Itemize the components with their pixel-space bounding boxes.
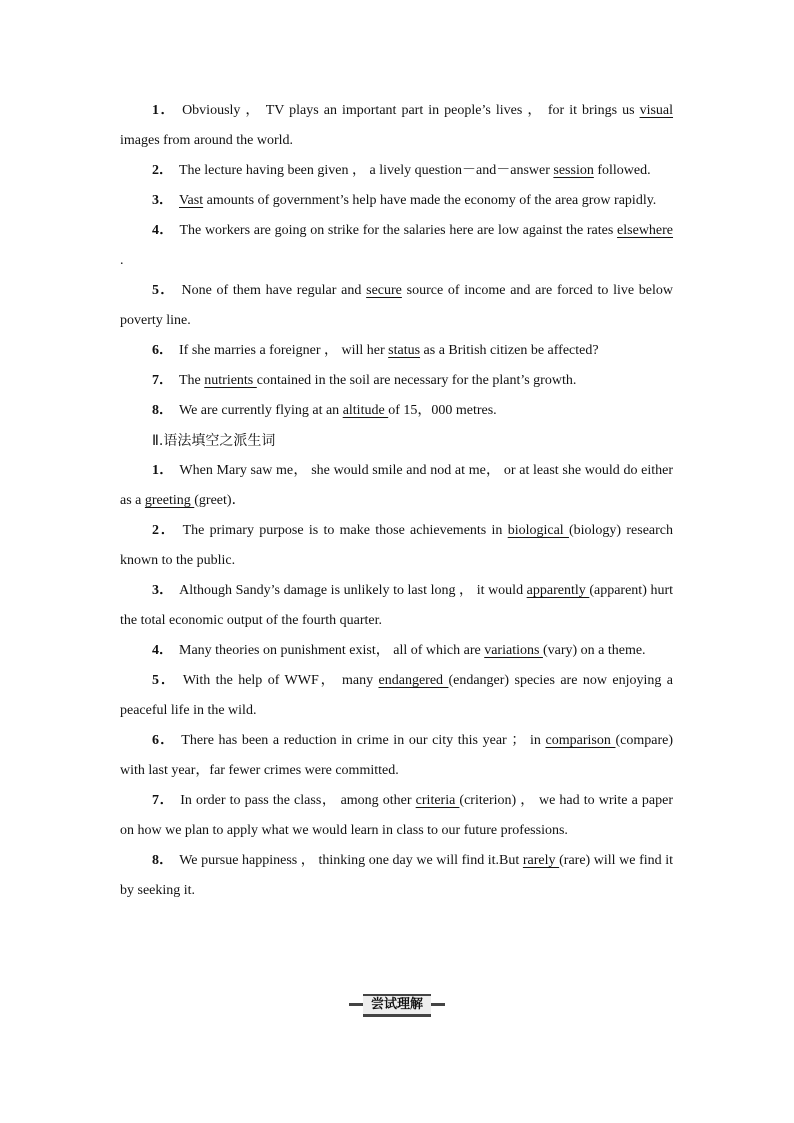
item-text: as a British citizen be affected? (420, 343, 599, 358)
banner-label: 尝试理解 (363, 994, 431, 1017)
answer-word: comparison (545, 733, 616, 748)
answer-word: Vast (179, 193, 204, 208)
item-number: 6． (152, 343, 173, 358)
sentence-item (120, 96, 673, 156)
item-text: With the help of WWF， many (182, 673, 379, 688)
section-heading: Ⅱ.语法填空之派生词 (152, 433, 276, 449)
item-text: The (179, 373, 205, 388)
item-text: source of income and are forced to live below poverty line. (120, 283, 674, 328)
item-number: 3． (152, 193, 173, 208)
answer-word: criteria (415, 793, 460, 808)
item-text: (vary) on a theme. (542, 643, 646, 658)
item-text: images from around the world. (120, 133, 294, 148)
item-text: Although Sandy’s damage is unlikely to last long ， it would (179, 583, 527, 598)
sentence-item (120, 516, 673, 576)
item-text: (endanger) species are now enjoying a peaceful life in the wild. (120, 673, 673, 718)
item-text: (rare) will we find it by seeking it. (120, 853, 673, 898)
answer-word: elsewhere (617, 223, 674, 238)
item-text: . (120, 253, 124, 268)
sentence-item (120, 726, 673, 786)
item-text: None of them have regular and (181, 283, 367, 298)
answer-word: session (553, 163, 594, 178)
item-text: Many theories on punishment exist， all of which are (179, 643, 485, 658)
item-text: We pursue happiness ， thinking one day we will find it.But (179, 853, 523, 868)
sentence-item (120, 156, 673, 186)
sentence-item (120, 186, 673, 216)
item-number: 2． (152, 163, 173, 178)
sentence-item (120, 576, 673, 636)
vocabulary-section (120, 96, 673, 426)
item-text: (compare) with last year，far fewer crimes were committed. (120, 733, 674, 778)
sentence-item (120, 846, 673, 906)
exercise-content (120, 96, 673, 906)
item-text: (apparent) hurt the total economic output of the fourth quarter. (120, 583, 673, 628)
item-text: of 15，000 metres. (388, 403, 497, 418)
item-number: 4． (152, 643, 173, 658)
item-text: There has been a reduction in crime in our city this year ； in (181, 733, 546, 748)
item-text: amounts of government’s help have made the economy of the area grow rapidly. (203, 193, 657, 208)
item-number: 5． (152, 283, 176, 298)
item-text: followed. (593, 163, 651, 178)
answer-word: variations (484, 643, 543, 658)
sentence-item (120, 216, 673, 276)
derivatives-section (120, 456, 673, 906)
answer-word: visual (639, 103, 674, 118)
answer-word: apparently (526, 583, 590, 598)
answer-word: secure (366, 283, 402, 298)
item-number: 6． (152, 733, 176, 748)
item-text: (greet)． (194, 493, 246, 508)
item-text: The lecture having been given ， a lively question－and－answer (179, 163, 554, 178)
sentence-item (120, 636, 673, 666)
sentence-item (120, 666, 673, 726)
item-text: If she marries a foreigner ， will her (179, 343, 389, 358)
item-text: When Mary saw me， she would smile and nod at me， or at least she would do either as a (120, 463, 674, 508)
sentence-item (120, 786, 673, 846)
item-text: (biology) research known to the public. (120, 523, 673, 568)
item-number: 1． (152, 463, 174, 478)
item-number: 8． (152, 853, 174, 868)
section-banner (0, 994, 794, 1017)
answer-word: biological (507, 523, 569, 538)
answer-word: status (388, 343, 421, 358)
sentence-item (120, 366, 673, 396)
item-text: The workers are going on strike for the salaries here are low against the rates (179, 223, 618, 238)
answer-word: altitude (342, 403, 389, 418)
answer-word: endangered (378, 673, 449, 688)
sentence-item (120, 396, 673, 426)
item-number: 7． (152, 793, 175, 808)
item-text: We are currently flying at an (179, 403, 343, 418)
item-text: contained in the soil are necessary for the plant’s growth. (256, 373, 577, 388)
item-number: 3． (152, 583, 174, 598)
answer-word: greeting (144, 493, 195, 508)
sentence-item (120, 336, 673, 366)
item-text: In order to pass the class， among other (180, 793, 416, 808)
answer-word: nutrients (204, 373, 257, 388)
item-number: 8． (152, 403, 173, 418)
item-text: (criterion) ， we had to write a paper on how we plan to apply what we would learn in class to our future professions. (120, 793, 674, 838)
item-number: 7． (152, 373, 173, 388)
item-text: The primary purpose is to make those achievements in (182, 523, 508, 538)
item-text: Obviously ， TV plays an important part in people’s lives ， for it brings us (182, 103, 640, 118)
sentence-item (120, 276, 673, 336)
item-number: 5． (152, 673, 177, 688)
sentence-item (120, 456, 673, 516)
item-number: 1． (152, 103, 177, 118)
answer-word: rarely (522, 853, 560, 868)
item-number: 4． (152, 223, 174, 238)
item-number: 2． (152, 523, 177, 538)
